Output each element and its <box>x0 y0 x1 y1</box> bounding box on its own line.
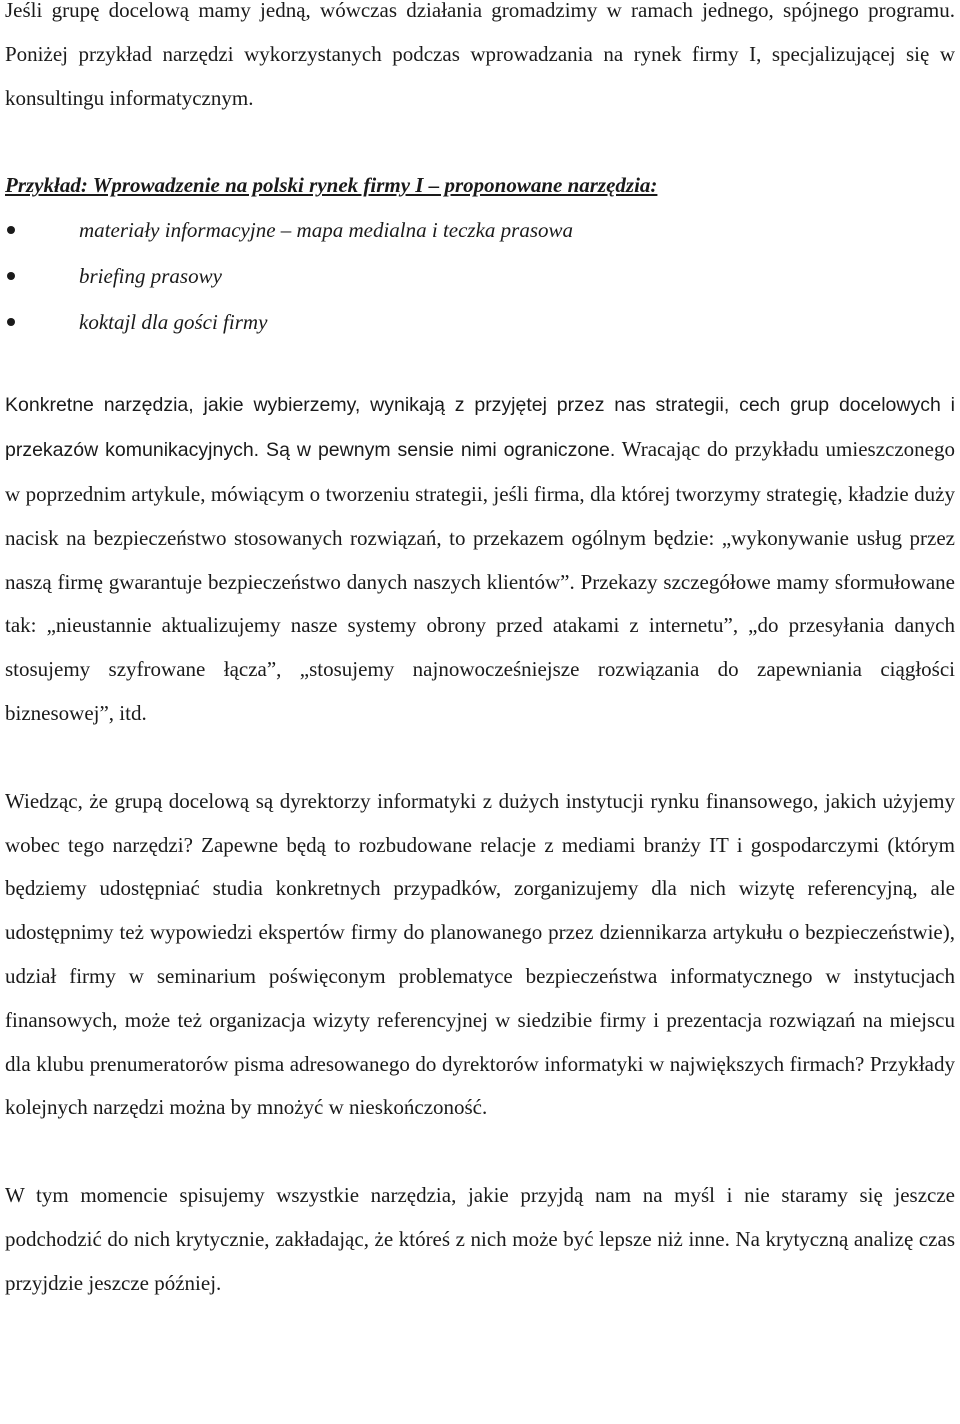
list-item-text: koktajl dla gości firmy <box>79 310 268 335</box>
list-item-text: briefing prasowy <box>79 264 222 289</box>
strategy-paragraph <box>5 383 955 735</box>
list-item-text: materiały informacyjne – mapa medialna i teczka prasowa <box>79 218 574 243</box>
list-item <box>5 207 955 253</box>
target-group-paragraph: Wiedząc, że grupą docelową są dyrektorzy informatyki z dużych instytucji rynku finansowego, jakich użyjemy wobec tego narzędzi? Zapewne będą to rozbudowane relacje z mediami branży IT i gospodarczymi (którym będziemy udostępniać studia konkretnych przypadków, zorganizujemy dla nich wizytę referencyjną, ale udostępnimy też wypowiedzi ekspertów firmy do planowanego przez dziennikarza artykułu o bezpieczeństwie), udział firmy w seminarium poświęconym problematyce bezpieczeństwa informatycznego w instytucjach finansowych, może też organizacja wizyty referencyjnej w siedzibie firmy i prezentacja rozwiązań na miejscu dla klubu prenumeratorów pisma adresowanego do dyrektorów informatyki w największych firmach? Przykłady kolejnych narzędzi można by mnożyć w nieskończoność. <box>5 788 955 1120</box>
strategy-paragraph-serif-text: Wracając do przykładu umieszczonego w poprzednim artykule, mówiącym o tworzeniu strategii, jeśli firma, dla której tworzymy strategię, kładzie duży nacisk na bezpieczeństwo stosowanych rozwiązań, to przekazem ogólnym będzie: „wykonywanie usług przez naszą firmę gwarantuje bezpieczeństwo danych naszych klientów”. Przekazy szczegółowe mamy sformułowane tak: „nieustannie aktualizujemy nasze systemy obrony przed atakami z internetu”, „do przesyłania danych stosujemy szyfrowane łącza”, „stosujemy najnowocześniejsze rozwiązania do zapewniania ciągłości biznesowej”, itd. <box>5 437 955 725</box>
example-tools-list <box>5 207 955 345</box>
intro-paragraph: Jeśli grupę docelową mamy jedną, wówczas działania gromadzimy w ramach jednego, spójnego programu. Poniżej przykład narzędzi wykorzystanych podczas wprowadzania na rynek firmy I, specjalizującej się w konsultingu informatycznym. <box>5 0 955 110</box>
bullet-icon <box>7 226 15 234</box>
strategy-paragraph-sans-text: Konkretne narzędzia, jakie wybierzemy, wynikają z przyjętej przez nas strategii, cech grup docelowych i przekazów komunikacyjnych. Są w pewnym sensie nimi ograniczone. <box>5 394 955 462</box>
bullet-icon <box>7 272 15 280</box>
document-page <box>5 0 955 1306</box>
closing-paragraph: W tym momencie spisujemy wszystkie narzędzia, jakie przyjdą nam na myśl i nie staramy się jeszcze podchodzić do nich krytycznie, zakładając, że któreś z nich może być lepsze niż inne. Na krytyczną analizę czas przyjdzie jeszcze później. <box>5 1183 955 1295</box>
list-item <box>5 253 955 299</box>
list-item <box>5 299 955 345</box>
example-heading: Przykład: Wprowadzenie na polski rynek firmy I – proponowane narzędzia: <box>5 173 658 198</box>
bullet-icon <box>7 318 15 326</box>
